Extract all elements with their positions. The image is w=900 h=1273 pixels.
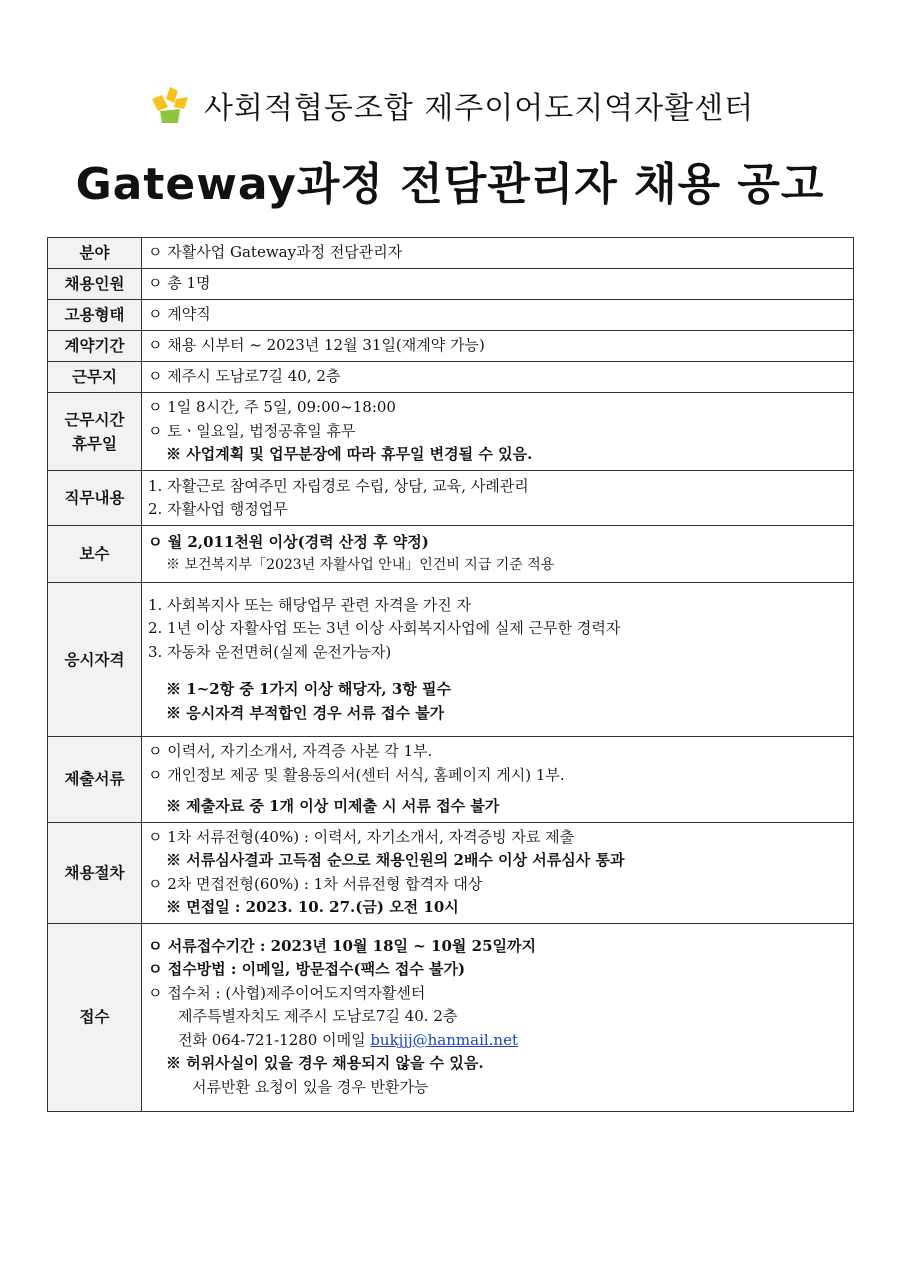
label-qualifications: 응시자격	[48, 583, 142, 737]
label-pay: 보수	[48, 526, 142, 583]
content-process	[142, 822, 854, 923]
content-pay	[142, 526, 854, 583]
field-line: ㅇ 자활사업 Gateway과정 전담관리자	[148, 243, 403, 262]
content-workplace	[142, 362, 854, 393]
application-contact	[148, 1029, 847, 1053]
document-line: ㅇ 이력서, 자기소개서, 자격증 사본 각 1부.	[148, 742, 433, 760]
label-hours-1: 근무시간	[64, 410, 125, 429]
label-field: 분야	[48, 238, 142, 269]
row-documents	[48, 737, 854, 823]
sprout-logo-icon	[146, 85, 192, 125]
email-link[interactable]: bukjjj@hanmail.net	[370, 1030, 518, 1049]
process-line: ㅇ 1차 서류전형(40%) : 이력서, 자기소개서, 자격증빙 자료 제출	[148, 827, 575, 846]
headcount-line: ㅇ 총 1명	[148, 274, 211, 293]
contract-line: ㅇ 채용 시부터 ~ 2023년 12월 31일(재계약 가능)	[148, 336, 485, 355]
label-employment: 고용형태	[48, 300, 142, 331]
spacer	[148, 787, 847, 795]
application-place: ㅇ 접수처 : (사협)제주이어도지역자활센터	[148, 983, 426, 1002]
content-employment	[142, 300, 854, 331]
label-documents: 제출서류	[48, 737, 142, 823]
page-title: Gateway과정 전담관리자 채용 공고	[75, 159, 825, 210]
document-note: ※ 제출자료 중 1개 이상 미제출 시 서류 접수 불가	[166, 797, 500, 815]
label-application: 접수	[48, 923, 142, 1111]
phone-text: 전화 064-721-1280 이메일	[178, 1030, 371, 1049]
label-process: 채용절차	[48, 822, 142, 923]
spacer	[148, 664, 847, 678]
qualification-note: ※ 응시자격 부적합인 경우 서류 접수 불가	[166, 703, 445, 722]
application-address: 제주특별자치도 제주시 도남로7길 40. 2층	[178, 1007, 458, 1026]
holiday-line: ㅇ 토ㆍ일요일, 법정공휴일 휴무	[148, 421, 356, 440]
application-period: ㅇ 서류접수기간 : 2023년 10월 18일 ~ 10월 25일까지	[148, 936, 536, 955]
hours-note: ※ 사업계획 및 업무분장에 따라 휴무일 변경될 수 있음.	[166, 445, 533, 464]
content-documents	[142, 737, 854, 823]
workplace-line: ㅇ 제주시 도남로7길 40, 2층	[148, 367, 341, 386]
document-line: ㅇ 개인정보 제공 및 활용동의서(센터 서식, 홈페이지 게시) 1부.	[148, 765, 565, 784]
application-note: ※ 허위사실이 있을 경우 채용되지 않을 수 있음.	[166, 1054, 484, 1073]
content-contract	[142, 331, 854, 362]
label-hours-2: 휴무일	[72, 434, 117, 453]
qualification-line: 1. 사회복지사 또는 해당업무 관련 자격을 가진 자	[148, 595, 471, 614]
row-hours	[48, 393, 854, 471]
row-application	[48, 923, 854, 1111]
qualification-note: ※ 1~2항 중 1가지 이상 해당자, 3항 필수	[166, 680, 451, 699]
pay-note: ※ 보건복지부「2023년 자활사업 안내」인건비 지급 기준 적용	[166, 557, 555, 573]
row-contract	[48, 331, 854, 362]
row-field	[48, 238, 854, 269]
process-line: ㅇ 2차 면접전형(60%) : 1차 서류전형 합격자 대상	[148, 874, 483, 893]
qualification-line: 3. 자동차 운전면허(실제 운전가능자)	[148, 642, 392, 661]
row-workplace	[48, 362, 854, 393]
row-pay	[48, 526, 854, 583]
application-note: 서류반환 요청이 있을 경우 반환가능	[192, 1077, 429, 1096]
pay-line: ㅇ 월 2,011천원 이상(경력 산정 후 약정)	[148, 532, 429, 551]
label-headcount: 채용인원	[48, 269, 142, 300]
qualification-line: 2. 1년 이상 자활사업 또는 3년 이상 사회복지사업에 실제 근무한 경력자	[148, 619, 621, 638]
row-duties	[48, 471, 854, 526]
header	[0, 80, 900, 212]
process-note: ※ 서류심사결과 고득점 순으로 채용인원의 2배수 이상 서류심사 통과	[166, 851, 625, 869]
hours-line: ㅇ 1일 8시간, 주 5일, 09:00~18:00	[148, 398, 396, 417]
content-duties	[142, 471, 854, 526]
content-application	[142, 923, 854, 1111]
label-workplace: 근무지	[48, 362, 142, 393]
content-headcount	[142, 269, 854, 300]
duty-line: 2. 자활사업 행정업무	[148, 500, 288, 518]
row-headcount	[48, 269, 854, 300]
org-line	[0, 80, 900, 130]
label-contract: 계약기간	[48, 331, 142, 362]
content-qualifications	[142, 583, 854, 737]
row-qualifications	[48, 583, 854, 737]
process-note: ※ 면접일 : 2023. 10. 27.(금) 오전 10시	[166, 898, 459, 916]
org-name: 사회적협동조합 제주이어도지역자활센터	[203, 91, 755, 126]
row-process	[48, 822, 854, 923]
content-hours	[142, 393, 854, 471]
application-method: ㅇ 접수방법 : 이메일, 방문접수(팩스 접수 불가)	[148, 960, 466, 979]
label-hours	[48, 393, 142, 471]
label-duties: 직무내용	[48, 471, 142, 526]
notice-table	[47, 237, 854, 1112]
row-employment	[48, 300, 854, 331]
content-field	[142, 238, 854, 269]
employment-line: ㅇ 계약직	[148, 305, 211, 324]
duty-line: 1. 자활근로 참여주민 자립경로 수립, 상담, 교육, 사례관리	[148, 476, 529, 495]
